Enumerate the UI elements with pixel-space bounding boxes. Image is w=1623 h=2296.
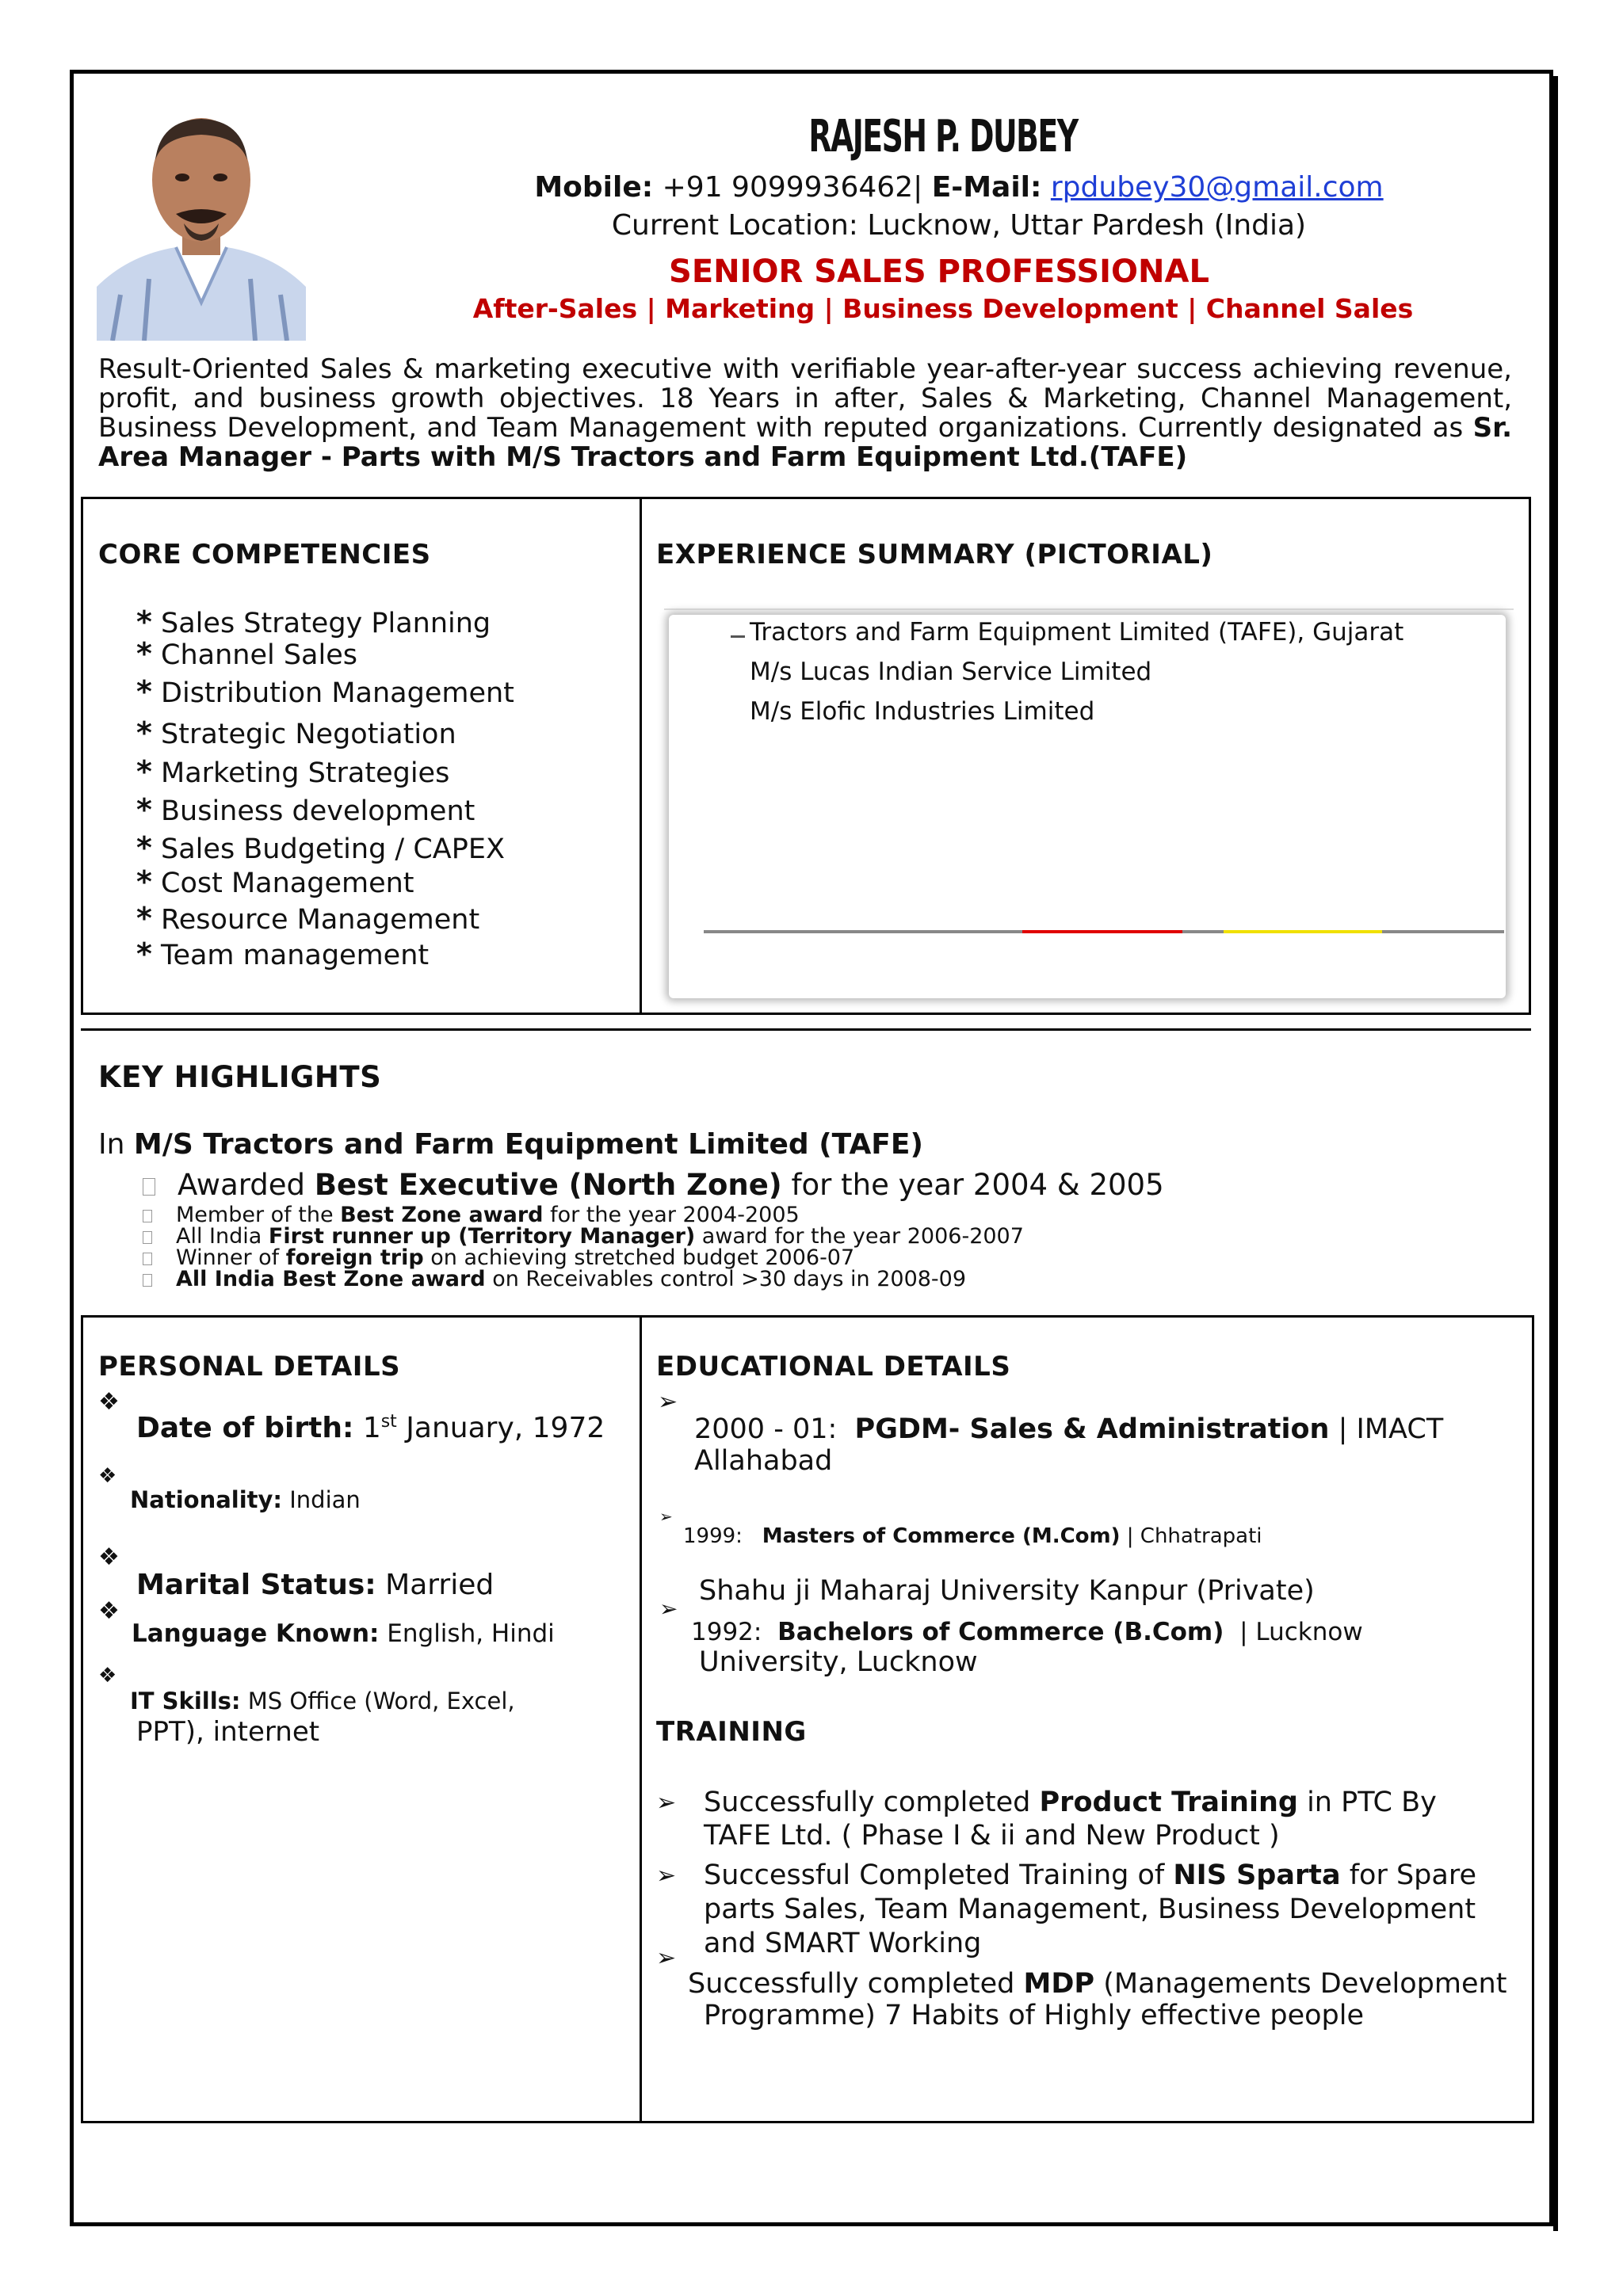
education-item: 1992: Bachelors of Commerce (B.Com) | Lucknow xyxy=(691,1618,1363,1646)
core-competencies-title: CORE COMPETENCIES xyxy=(98,539,431,570)
role-title: SENIOR SALES PROFESSIONAL xyxy=(669,254,1209,290)
bullet-icon xyxy=(143,1178,155,1196)
list-item: * Resource Management xyxy=(136,901,480,936)
it-skills-line-2: PPT), internet xyxy=(136,1716,320,1748)
training-item: Successfully completed MDP (Managements Development Programme) 7 Habits of Highly effective people xyxy=(688,1968,1507,2031)
list-item: * Cost Management xyxy=(136,864,414,899)
candidate-name: RAJESH P. DUBEY xyxy=(808,111,1078,162)
section-divider xyxy=(81,1028,1531,1031)
dash-marker xyxy=(731,635,745,638)
timeline-bar xyxy=(704,930,1504,933)
timeline-segment xyxy=(1182,930,1224,933)
timeline-segment xyxy=(704,930,1022,933)
experience-item: M/s Lucas Indian Service Limited xyxy=(750,658,1152,686)
mobile-number: +91 9099936462| xyxy=(662,171,923,204)
core-competencies-list xyxy=(136,604,514,971)
education-item-line2: University, Lucknow xyxy=(699,1646,978,1678)
list-item: * Marketing Strategies xyxy=(136,754,450,789)
timeline-segment-red xyxy=(1022,930,1182,933)
personal-details-title: PERSONAL DETAILS xyxy=(98,1351,401,1383)
summary-bold: Sr. Area Manager - Parts with M/S Tractors and Farm Equipment Ltd.(TAFE) xyxy=(98,412,1512,473)
list-item: * Team management xyxy=(136,936,430,971)
diamond-bullet-icon: ❖ xyxy=(98,1464,117,1488)
education-item: 1999: Masters of Commerce (M.Com) | Chhatrapati xyxy=(683,1524,1262,1548)
highlights-intro: In M/S Tractors and Farm Equipment Limited (TAFE) xyxy=(98,1128,923,1161)
training-title: TRAINING xyxy=(656,1716,807,1748)
education-item-line2: Shahu ji Maharaj University Kanpur (Private) xyxy=(699,1575,1315,1607)
experience-summary-title: EXPERIENCE SUMMARY (PICTORIAL) xyxy=(656,539,1213,570)
list-item: * Distribution Management xyxy=(136,674,514,709)
email-label: E-Mail: xyxy=(931,171,1042,204)
dob-line: Date of birth: 1st January, 1972 xyxy=(136,1412,605,1444)
arrow-bullet-icon: ➢ xyxy=(656,1789,677,1817)
list-item: All India First runner up (Territory Manager) award for the year 2006-2007 xyxy=(143,1226,1024,1247)
mobile-label: Mobile: xyxy=(534,171,654,204)
contact-line xyxy=(444,171,1474,204)
diamond-bullet-icon: ❖ xyxy=(98,1597,120,1625)
diamond-bullet-icon: ❖ xyxy=(98,1664,117,1688)
key-highlights-title: KEY HIGHLIGHTS xyxy=(98,1060,382,1094)
role-subtitle: After-Sales | Marketing | Business Development | Channel Sales xyxy=(472,293,1414,324)
marital-line: Marital Status: Married xyxy=(136,1569,495,1601)
training-item: Successful Completed Training of NIS Sparta for Spare parts Sales, Team Management, Business Development and SMART Working xyxy=(704,1859,1477,1959)
list-item: * Business development xyxy=(136,792,475,827)
list-item: * Sales Budgeting / CAPEX xyxy=(136,830,505,865)
it-skills-line: IT Skills: MS Office (Word, Excel, xyxy=(130,1688,515,1714)
timeline-segment-yellow xyxy=(1224,930,1382,933)
profile-summary xyxy=(98,355,1512,472)
highlight-main: Awarded Best Executive (North Zone) for the year 2004 & 2005 xyxy=(143,1168,1164,1202)
language-line: Language Known: English, Hindi xyxy=(132,1619,555,1648)
nationality-line: Nationality: Indian xyxy=(130,1486,361,1513)
highlights-list xyxy=(143,1204,1024,1290)
arrow-bullet-icon: ➢ xyxy=(656,1862,677,1890)
list-item: * Sales Strategy Planning xyxy=(136,605,491,639)
list-item: * Strategic Negotiation xyxy=(136,715,456,750)
table-divider xyxy=(640,497,642,1015)
current-location: Current Location: Lucknow, Uttar Pardesh (India) xyxy=(611,209,1307,242)
diamond-bullet-icon: ❖ xyxy=(98,1388,120,1416)
summary-text: Result-Oriented Sales & marketing executive with verifiable year-after-year success achieving revenue, profit, and business growth objectives. 18 Years in after, Sales & Marketing, Channel Management, Business Development, and Team Management with reputed organizations. Currently designated as xyxy=(98,353,1512,444)
profile-photo xyxy=(97,105,306,341)
timeline-segment xyxy=(1382,930,1504,933)
arrow-bullet-icon: ➢ xyxy=(656,1944,677,1972)
diamond-bullet-icon: ❖ xyxy=(98,1543,120,1571)
list-item: Member of the Best Zone award for the year 2004-2005 xyxy=(143,1204,1024,1226)
page-border-shadow xyxy=(1553,76,1558,2231)
training-item: Successfully completed Product Training in PTC By TAFE Ltd. ( Phase I & ii and New Product ) xyxy=(704,1787,1437,1852)
experience-item: Tractors and Farm Equipment Limited (TAFE), Gujarat xyxy=(750,618,1404,646)
list-item: All India Best Zone award on Receivables control >30 days in 2008-09 xyxy=(143,1268,1024,1290)
list-item: Winner of foreign trip on achieving stretched budget 2006-07 xyxy=(143,1247,1024,1268)
email-link[interactable]: rpdubey30@gmail.com xyxy=(1050,171,1384,204)
educational-details-title: EDUCATIONAL DETAILS xyxy=(656,1351,1011,1383)
list-item: * Channel Sales xyxy=(136,636,357,671)
arrow-bullet-icon: ➢ xyxy=(659,1596,678,1622)
experience-chart xyxy=(669,615,1506,998)
education-item: 2000 - 01: PGDM- Sales & Administration | IMACT Allahabad xyxy=(694,1413,1444,1477)
arrow-bullet-icon: ➢ xyxy=(658,1388,678,1416)
table-divider xyxy=(640,1315,642,2123)
experience-item: M/s Elofic Industries Limited xyxy=(750,697,1095,726)
arrow-bullet-icon: ➢ xyxy=(659,1507,673,1526)
